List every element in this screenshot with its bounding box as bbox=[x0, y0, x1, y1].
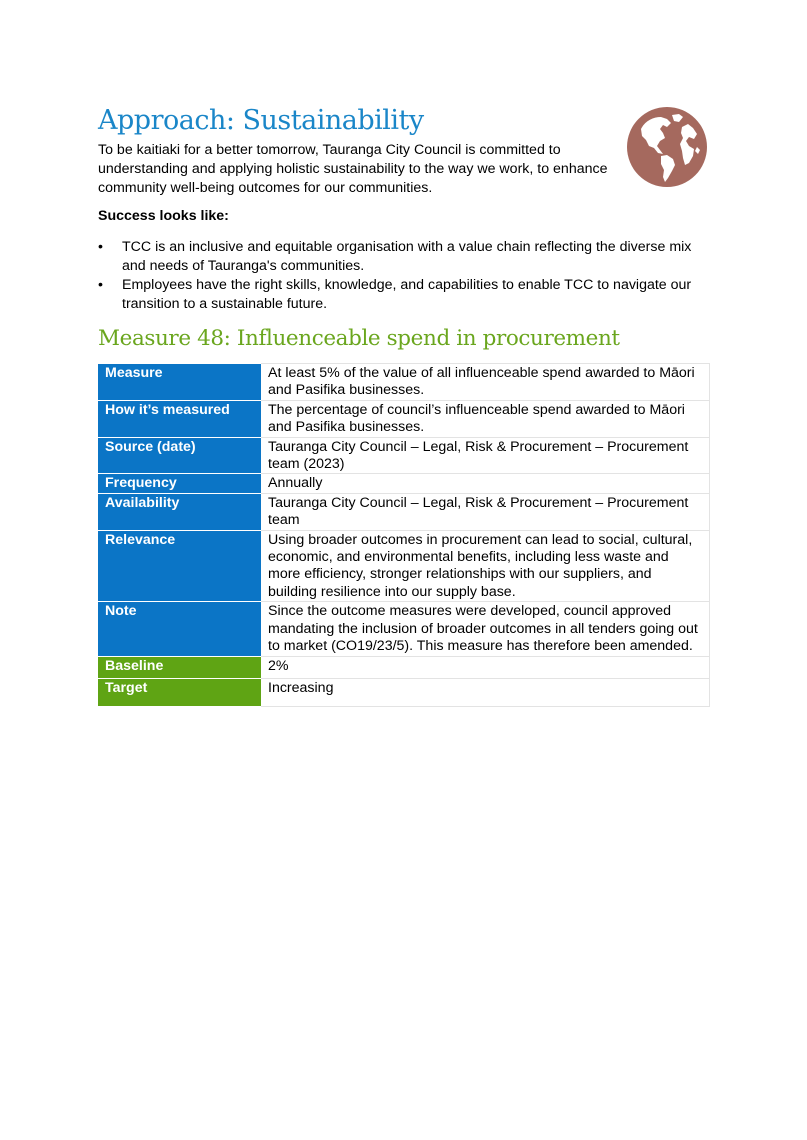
table-row bbox=[98, 437, 710, 474]
row-value: Annually bbox=[261, 474, 710, 493]
measure-table bbox=[98, 363, 710, 707]
row-value: Tauranga City Council – Legal, Risk & Procurement – Procurement team bbox=[261, 493, 710, 530]
page-title: Approach: Sustainability bbox=[98, 105, 424, 136]
table-row bbox=[98, 493, 710, 530]
row-label: Target bbox=[98, 678, 261, 706]
row-label: Relevance bbox=[98, 530, 261, 602]
table-row bbox=[98, 474, 710, 493]
success-list bbox=[98, 238, 708, 314]
bullet-icon: • bbox=[98, 239, 103, 255]
table-row bbox=[98, 400, 710, 437]
list-item-text: TCC is an inclusive and equitable organisation with a value chain reflecting the diverse mix and needs of Tauranga's communities. bbox=[122, 239, 692, 274]
row-label: Note bbox=[98, 602, 261, 656]
list-item bbox=[98, 276, 708, 314]
row-label: Baseline bbox=[98, 656, 261, 678]
row-value: Using broader outcomes in procurement can lead to social, cultural, economic, and environmental benefits, including less waste and more efficiency, stronger relationships with our suppliers, and building resilience into our supply base. bbox=[261, 530, 710, 602]
row-label: Availability bbox=[98, 493, 261, 530]
row-value: Since the outcome measures were developed, council approved mandating the inclusion of broader outcomes in all tenders going out to market (CO19/23/5). This measure has therefore been amended. bbox=[261, 602, 710, 656]
row-value: Increasing bbox=[261, 678, 710, 706]
table-row bbox=[98, 364, 710, 401]
table-row bbox=[98, 656, 710, 678]
row-value: The percentage of council’s influenceable spend awarded to Māori and Pasifika businesses. bbox=[261, 400, 710, 437]
measure-heading: Measure 48: Influenceable spend in procurement bbox=[98, 326, 620, 351]
globe-icon bbox=[627, 107, 707, 187]
row-value: At least 5% of the value of all influenceable spend awarded to Māori and Pasifika businesses. bbox=[261, 364, 710, 401]
row-label: Frequency bbox=[98, 474, 261, 493]
table-row bbox=[98, 602, 710, 656]
bullet-icon: • bbox=[98, 277, 103, 293]
list-item-text: Employees have the right skills, knowledge, and capabilities to enable TCC to navigate our transition to a sustainable future. bbox=[122, 277, 692, 312]
table-row bbox=[98, 530, 710, 602]
success-heading: Success looks like: bbox=[98, 208, 229, 224]
row-value: 2% bbox=[261, 656, 710, 678]
table-row bbox=[98, 678, 710, 706]
row-label: How it’s measured bbox=[98, 400, 261, 437]
intro-paragraph: To be kaitiaki for a better tomorrow, Tauranga City Council is committed to understanding and applying holistic sustainability to the way we work, to enhance community well-being outcomes for our communities. bbox=[98, 142, 608, 196]
list-item bbox=[98, 238, 708, 276]
row-label: Source (date) bbox=[98, 437, 261, 474]
row-value: Tauranga City Council – Legal, Risk & Procurement – Procurement team (2023) bbox=[261, 437, 710, 474]
row-label: Measure bbox=[98, 364, 261, 401]
